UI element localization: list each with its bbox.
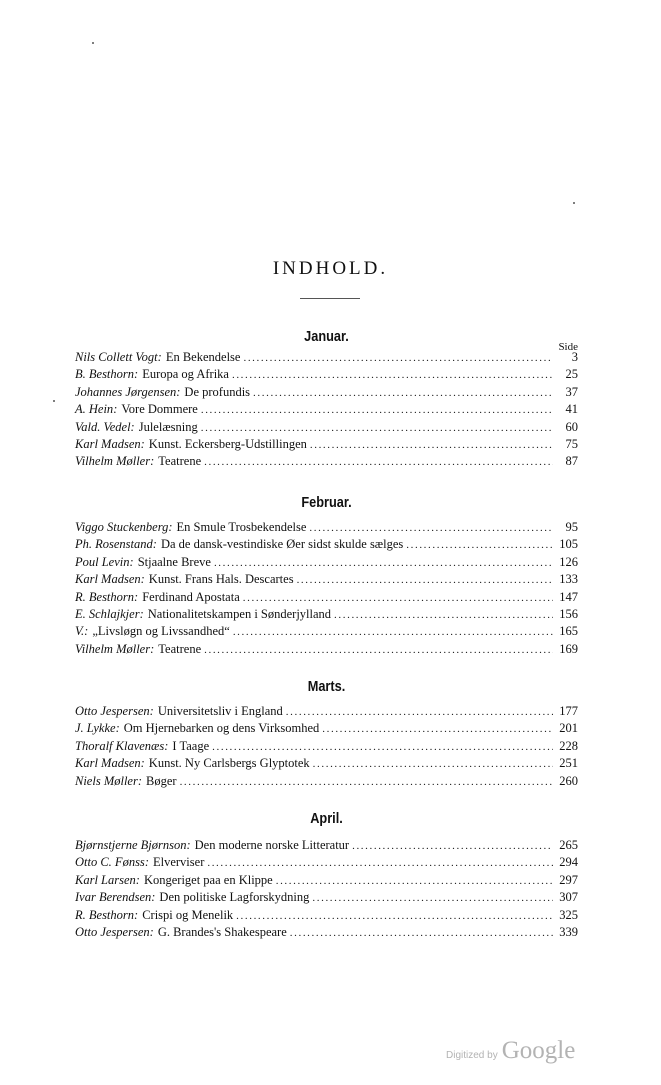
entry-title: Elverviser (152, 855, 205, 870)
entry-author: V. (75, 624, 85, 639)
digitized-by-label: Digitized by (446, 1050, 498, 1061)
toc-entry[interactable]: Thoralf Klavenæs : I Taage ..... 228 (75, 738, 578, 755)
entry-page: 41 (565, 402, 578, 417)
toc-entry[interactable]: R. Besthorn : Crispi og Menelik ..... 325 (75, 907, 578, 924)
entry-title: Vore Dommere (121, 402, 198, 417)
toc-entry[interactable]: Nils Collett Vogt : En Bekendelse ..... 3 (75, 349, 578, 366)
entry-author: Johannes Jørgensen (75, 384, 177, 399)
entry-title: Stjaalne Breve (137, 554, 211, 569)
entry-author: Niels Møller (75, 773, 138, 788)
dot-leader (233, 624, 553, 641)
entry-author: R. Besthorn (75, 907, 135, 922)
dot-leader (204, 454, 553, 471)
dot-leader (297, 572, 553, 589)
page-title: INDHOLD. (272, 258, 389, 279)
toc-entry[interactable]: J. Lykke : Om Hjernebarken og dens Virksomhed ..... 201 (75, 720, 578, 737)
entry-page: 177 (559, 704, 578, 718)
toc-entry[interactable]: Vilhelm Møller : Teatrene ..... 169 (75, 641, 578, 658)
entry-title: Kunst. Ny Carlsbergs Glyptotek (148, 756, 310, 771)
dot-leader (204, 642, 553, 659)
section-heading: Marts. (307, 678, 346, 695)
entry-author: Vald. Vedel (75, 419, 131, 434)
toc-entry[interactable]: R. Besthorn : Ferdinand Apostata ..... 147 (75, 589, 578, 606)
entry-page: 126 (559, 554, 578, 569)
toc-entry[interactable]: Vald. Vedel : Julelæsning ..... 60 (75, 419, 578, 436)
toc-entry[interactable]: B. Besthorn : Europa og Afrika ..... 25 (75, 366, 578, 383)
entry-title: Da de dansk-vestindiske Øer sidst skulde sælges (160, 537, 404, 552)
toc-entry[interactable]: Bjørnstjerne Bjørnson : Den moderne norske Litteratur ..... 265 (75, 837, 578, 854)
toc-entry[interactable]: Karl Larsen : Kongeriget paa en Klippe ..... 297 (75, 872, 578, 889)
entry-author: Nils Collett Vogt (75, 350, 158, 364)
entry-page: 201 (559, 721, 578, 736)
toc-entry[interactable]: Vilhelm Møller : Teatrene ..... 87 (75, 453, 578, 470)
entry-author: A. Hein (75, 402, 114, 417)
entry-title: I Taage (172, 738, 210, 753)
toc-entry[interactable]: Ivar Berendsen : Den politiske Lagforskydning ..... 307 (75, 889, 578, 906)
dot-leader (243, 590, 553, 607)
entries-list (75, 837, 578, 941)
dot-leader (276, 873, 553, 890)
entry-title: Den politiske Lagforskydning (159, 890, 310, 905)
entry-author: Karl Madsen (75, 756, 141, 771)
entry-page: 165 (559, 624, 578, 639)
toc-entry[interactable]: Otto Jespersen : G. Brandes's Shakespeare ..... 339 (75, 924, 578, 941)
entry-page: 294 (559, 855, 578, 870)
dot-leader (310, 437, 553, 454)
toc-entry[interactable]: A. Hein : Vore Dommere ..... 41 (75, 401, 578, 418)
toc-entry[interactable]: Johannes Jørgensen : De profundis ..... 37 (75, 384, 578, 401)
dot-leader (232, 367, 553, 384)
entry-page: 251 (559, 756, 578, 771)
dot-leader (243, 350, 553, 367)
entry-author: Otto C. Fønss (75, 855, 145, 870)
toc-entry[interactable]: Poul Levin : Stjaalne Breve ..... 126 (75, 554, 578, 571)
entry-title: G. Brandes's Shakespeare (157, 924, 287, 939)
dot-leader (253, 385, 553, 402)
entry-author: Bjørnstjerne Bjørnson (75, 838, 187, 852)
title-divider (300, 298, 360, 299)
scan-speck (53, 400, 55, 402)
dot-leader (406, 537, 553, 554)
side-label: Side (558, 341, 578, 353)
toc-entry[interactable]: Karl Madsen : Kunst. Eckersberg-Udstillingen ..... 75 (75, 436, 578, 453)
entry-author: J. Lykke (75, 721, 116, 736)
entry-author: Poul Levin (75, 554, 130, 569)
section-heading: Februar. (301, 494, 352, 511)
toc-entry[interactable]: V. : „Livsløgn og Livssandhed“ ..... 165 (75, 623, 578, 640)
entry-title: Universitetsliv i England (157, 704, 283, 718)
entry-author: Karl Madsen (75, 436, 141, 451)
entry-author: Otto Jespersen (75, 704, 150, 718)
entry-title: „Livsløgn og Livssandhed“ (92, 624, 230, 639)
entry-author: Otto Jespersen (75, 924, 150, 939)
entry-page: 147 (559, 589, 578, 604)
entry-page: 105 (559, 537, 578, 552)
dot-leader (313, 756, 553, 773)
entry-author: R. Besthorn (75, 589, 135, 604)
entry-title: Kunst. Frans Hals. Descartes (148, 572, 294, 587)
toc-entry[interactable]: E. Schlajkjer : Nationalitetskampen i Sønderjylland ..... 156 (75, 606, 578, 623)
dot-leader (236, 908, 553, 925)
entry-title: Europa og Afrika (142, 367, 229, 382)
toc-entry[interactable]: Karl Madsen : Kunst. Frans Hals. Descartes ..... 133 (75, 571, 578, 588)
dot-leader (334, 607, 553, 624)
entry-page: 228 (559, 738, 578, 753)
entry-author: Karl Madsen (75, 572, 141, 587)
section-heading: April. (310, 810, 343, 827)
toc-entry[interactable]: Ph. Rosenstand : Da de dansk-vestindiske Øer sidst skulde sælges ..... 105 (75, 536, 578, 553)
entry-title: Teatrene (158, 454, 202, 469)
entry-title: De profundis (184, 384, 251, 399)
entry-page: 260 (559, 773, 578, 788)
toc-entry[interactable]: Otto C. Fønss : Elverviser ..... 294 (75, 854, 578, 871)
entry-page: 87 (565, 454, 578, 469)
entry-author: Ph. Rosenstand (75, 537, 153, 552)
entry-page: 75 (565, 436, 578, 451)
entry-page: 156 (559, 606, 578, 621)
entry-page: 3 (571, 350, 578, 364)
entry-author: Viggo Stuckenberg (75, 520, 169, 534)
scan-speck (92, 42, 94, 44)
entry-title: En Bekendelse (165, 350, 241, 364)
section-februar (75, 493, 578, 658)
entry-title: Julelæsning (138, 419, 198, 434)
entry-title: Teatrene (158, 641, 202, 656)
dot-leader (352, 838, 553, 855)
dot-leader (201, 402, 553, 419)
entry-page: 95 (565, 520, 578, 534)
dot-leader (322, 721, 553, 738)
entries-list (75, 703, 578, 790)
toc-entry[interactable]: Viggo Stuckenberg : En Smule Trosbekendelse ..... 95 (75, 519, 578, 536)
entry-author: B. Besthorn (75, 367, 135, 382)
toc-entry[interactable]: Otto Jespersen : Universitetsliv i England ..... 177 (75, 703, 578, 720)
section-marts (75, 677, 578, 790)
entry-title: Kunst. Eckersberg-Udstillingen (148, 436, 307, 451)
entry-page: 169 (559, 641, 578, 656)
entry-author: Thoralf Klavenæs (75, 738, 165, 753)
entry-page: 133 (559, 572, 578, 587)
dot-leader (286, 704, 553, 721)
section-heading: Januar. (304, 328, 349, 345)
entry-author: Vilhelm Møller (75, 454, 151, 469)
digitized-by-watermark (446, 1037, 575, 1067)
section-april (75, 809, 578, 941)
dot-leader (212, 739, 553, 756)
entry-title: Bøger (146, 773, 177, 788)
entry-author: Vilhelm Møller (75, 641, 151, 656)
entry-title: Ferdinand Apostata (142, 589, 240, 604)
dot-leader (207, 855, 553, 872)
entry-title: Om Hjernebarken og dens Virksomhed (123, 721, 320, 736)
entry-title: Kongeriget paa en Klippe (143, 872, 273, 887)
dot-leader (180, 774, 553, 791)
entry-page: 307 (559, 890, 578, 905)
entry-title: Den moderne norske Litteratur (194, 838, 350, 852)
entry-author: E. Schlajkjer (75, 606, 140, 621)
toc-entry[interactable]: Niels Møller : Bøger ..... 260 (75, 773, 578, 790)
entry-page: 37 (565, 384, 578, 399)
entry-page: 339 (559, 924, 578, 939)
entry-title: Nationalitetskampen i Sønderjylland (147, 606, 332, 621)
scan-speck (573, 202, 575, 204)
entry-page: 60 (565, 419, 578, 434)
entry-title: Crispi og Menelik (142, 907, 234, 922)
dot-leader (309, 520, 553, 537)
google-logo: Google (501, 1037, 576, 1064)
entry-page: 25 (565, 367, 578, 382)
dot-leader (290, 925, 553, 942)
entry-page: 265 (559, 838, 578, 852)
entries-list (75, 349, 578, 471)
entry-page: 297 (559, 872, 578, 887)
section-januar (75, 327, 578, 471)
entry-author: Karl Larsen (75, 872, 136, 887)
entries-list (75, 519, 578, 658)
toc-entry[interactable]: Karl Madsen : Kunst. Ny Carlsbergs Glyptotek ..... 251 (75, 755, 578, 772)
dot-leader (201, 420, 553, 437)
dot-leader (214, 555, 553, 572)
entry-title: En Smule Trosbekendelse (176, 520, 307, 534)
entry-page: 325 (559, 907, 578, 922)
dot-leader (312, 890, 553, 907)
entry-author: Ivar Berendsen (75, 890, 152, 905)
